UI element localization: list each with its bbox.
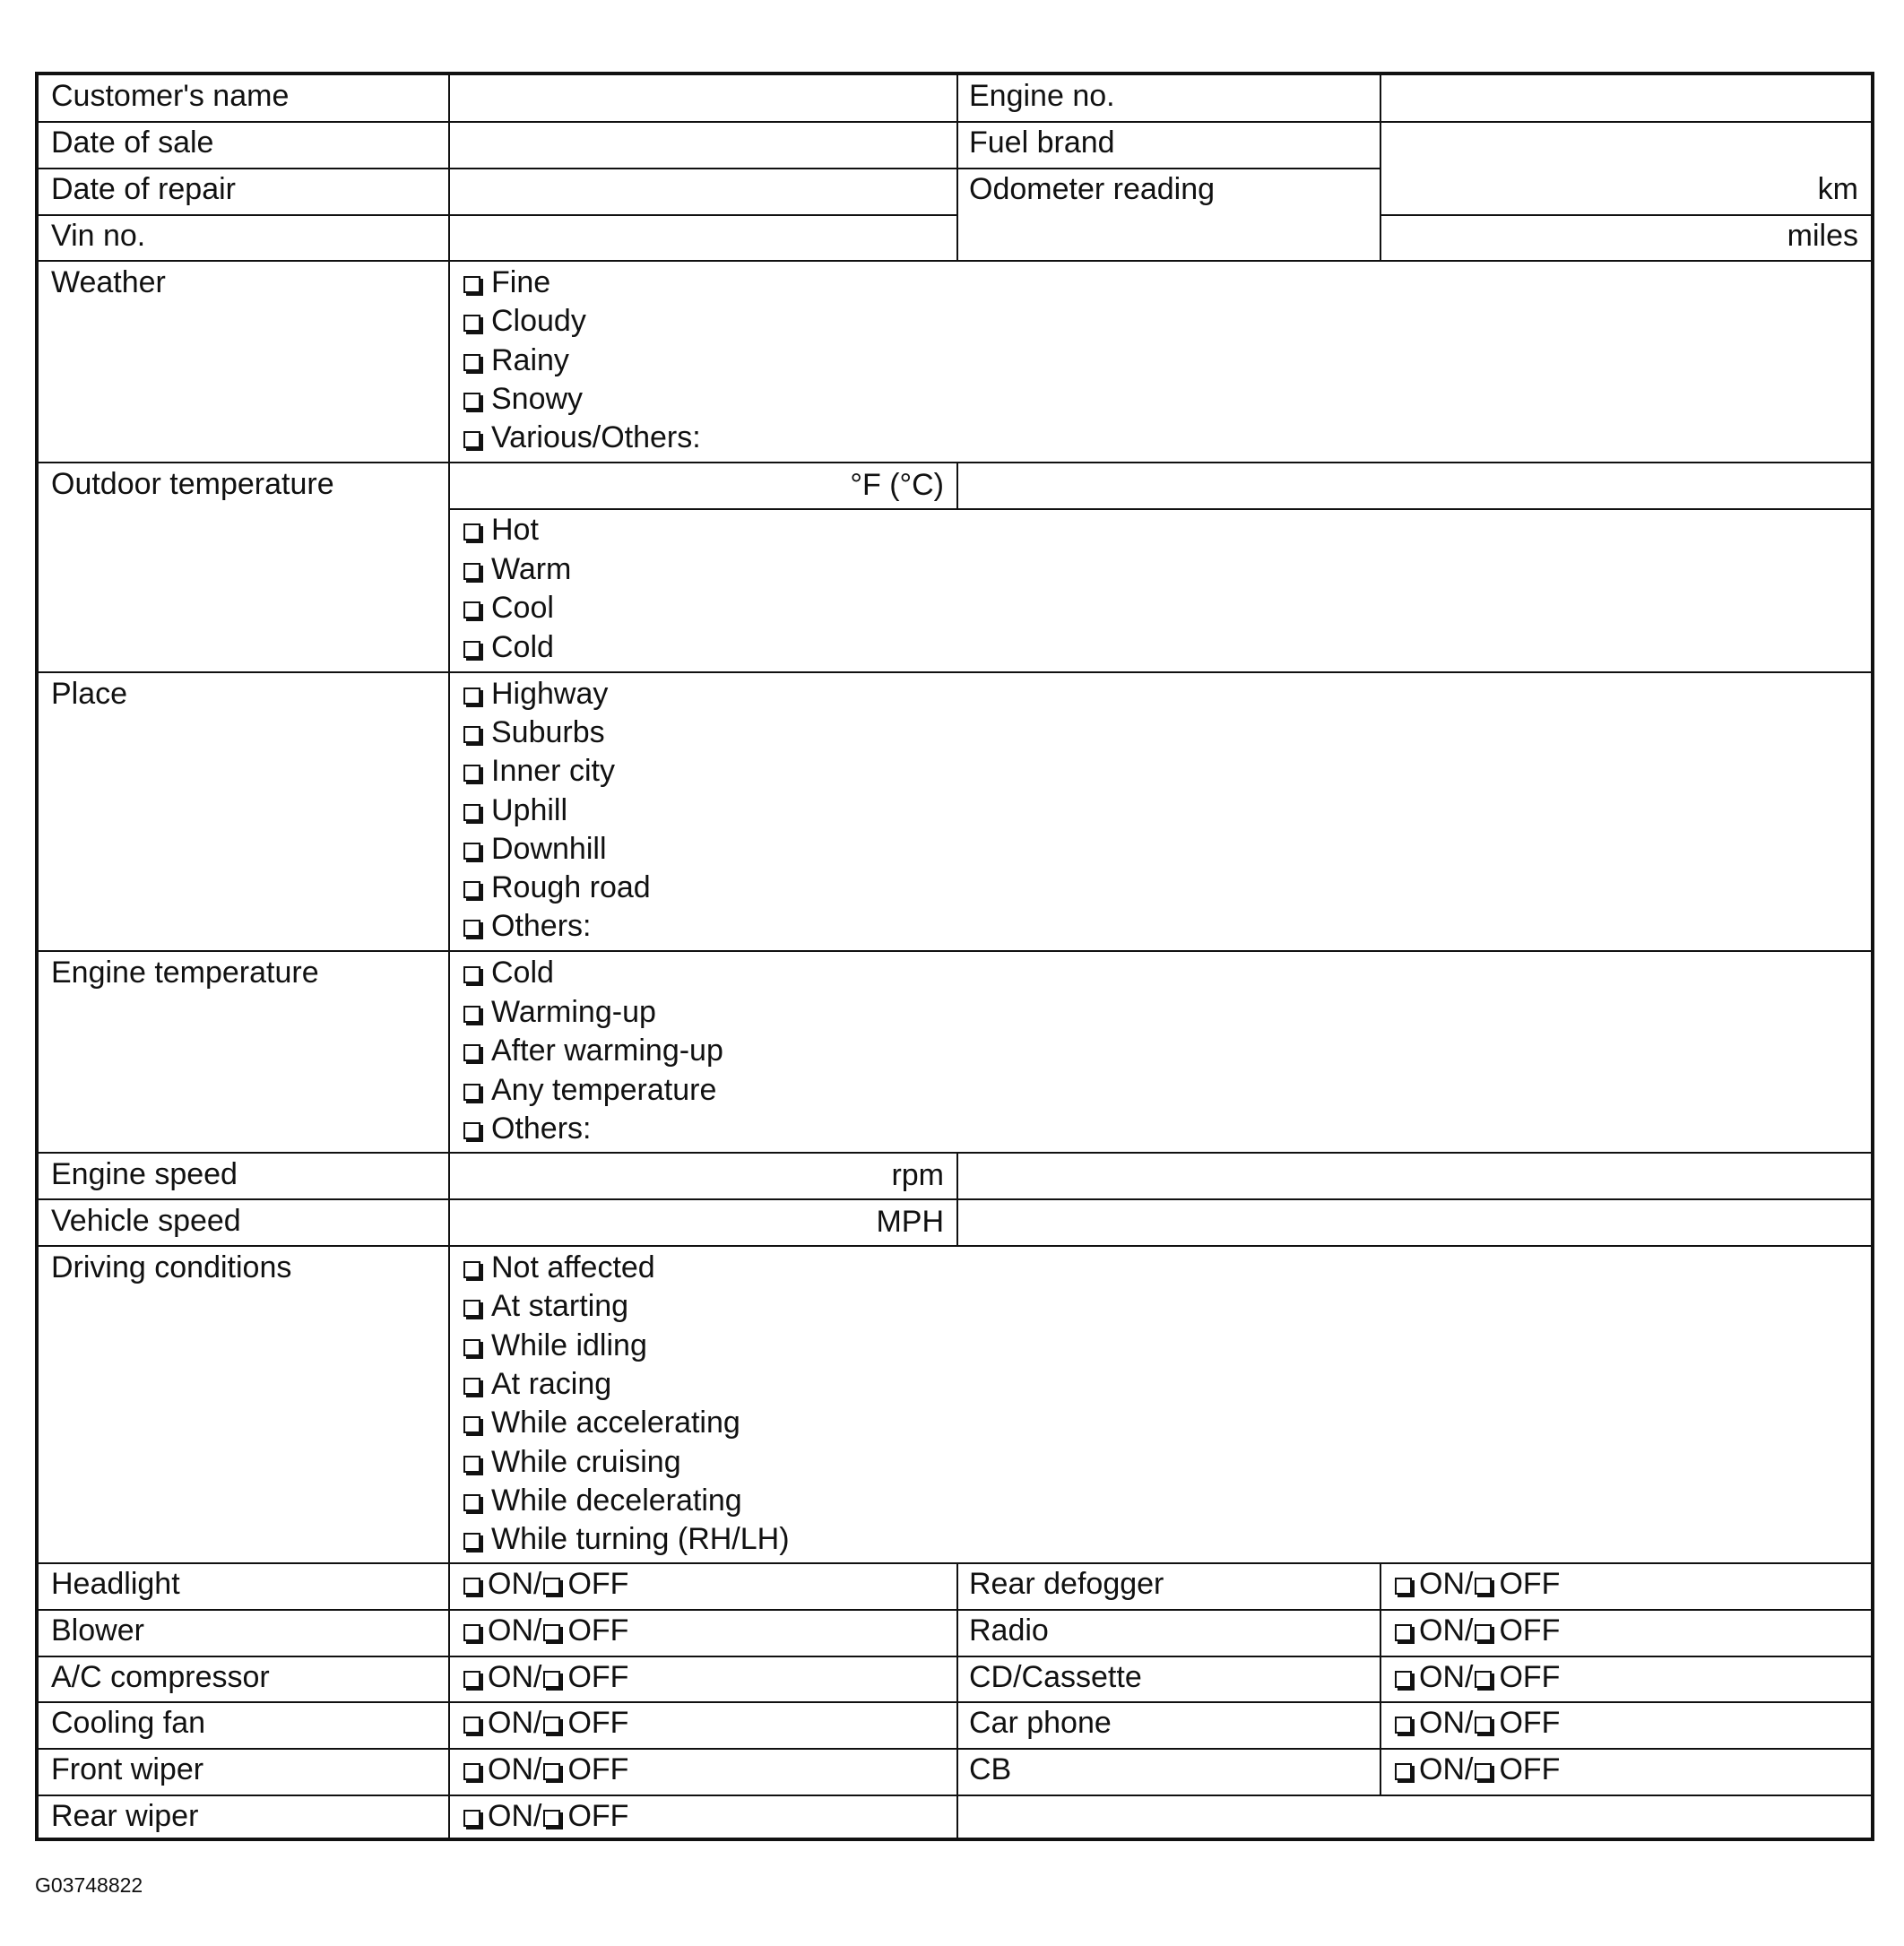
option-label: Rough road <box>491 870 651 904</box>
on-label: ON/ <box>488 1799 542 1833</box>
option-label: At starting <box>491 1289 629 1324</box>
checkbox-icon[interactable] <box>463 688 480 705</box>
option-label: While decelerating <box>491 1483 742 1518</box>
place-option-rough-road[interactable] <box>463 872 651 903</box>
checkbox-icon[interactable] <box>463 804 480 821</box>
date-of-repair-label: Date of repair <box>51 172 236 206</box>
cooling-fan-on-off <box>463 1708 628 1738</box>
option-label: Hot <box>491 513 539 547</box>
engine-no-label: Engine no. <box>969 79 1115 113</box>
off-checkbox-icon[interactable] <box>1475 1578 1492 1595</box>
odometer-unit-km: km <box>1817 172 1858 206</box>
rule <box>39 671 1871 673</box>
place-option-uphill[interactable] <box>463 792 568 827</box>
off-checkbox-icon[interactable] <box>1475 1763 1492 1780</box>
checkbox-icon[interactable] <box>463 843 480 860</box>
on-checkbox-icon[interactable] <box>463 1624 480 1641</box>
rule <box>956 1562 958 1841</box>
option-label: Cloudy <box>491 304 586 339</box>
outdoor-temperature-option-cold[interactable] <box>463 630 554 665</box>
engine-temperature-option-cold[interactable] <box>463 957 554 988</box>
engine-no-field[interactable] <box>1382 75 1871 121</box>
switch-label-front-wiper: Front wiper <box>51 1752 204 1786</box>
rule <box>956 168 1380 169</box>
fuel-brand-label: Fuel brand <box>969 125 1115 160</box>
off-label: OFF <box>567 1752 629 1786</box>
checkbox-icon[interactable] <box>463 765 480 782</box>
option-label: Cold <box>491 956 554 990</box>
rule <box>956 75 958 260</box>
option-label: After warming-up <box>491 1034 723 1068</box>
checkbox-icon[interactable] <box>463 1084 480 1101</box>
rear-defogger-on-off <box>1395 1569 1560 1599</box>
off-label: OFF <box>567 1660 629 1694</box>
off-label: OFF <box>567 1799 629 1833</box>
option-label: Suburbs <box>491 715 605 750</box>
switch-label-rear-defogger: Rear defogger <box>969 1567 1164 1601</box>
vehicle-condition-form <box>35 72 1874 1841</box>
checkbox-icon[interactable] <box>463 601 480 618</box>
off-checkbox-icon[interactable] <box>543 1578 560 1595</box>
off-label: OFF <box>567 1613 629 1648</box>
on-label: ON/ <box>488 1752 542 1786</box>
checkbox-icon[interactable] <box>463 1006 480 1023</box>
weather-option-snowy[interactable] <box>463 381 584 416</box>
option-label: While cruising <box>491 1444 681 1479</box>
rule <box>39 1701 1871 1703</box>
rule <box>1380 75 1381 260</box>
checkbox-icon[interactable] <box>463 641 480 658</box>
off-checkbox-icon[interactable] <box>543 1763 560 1780</box>
outdoor-temperature-label: Outdoor temperature <box>51 467 334 501</box>
on-checkbox-icon[interactable] <box>1395 1763 1412 1780</box>
switch-label-headlight: Headlight <box>51 1567 180 1601</box>
place-option-suburbs[interactable] <box>463 717 605 748</box>
option-label: Various/Others: <box>491 420 701 455</box>
on-label: ON/ <box>488 1706 542 1740</box>
place-option-highway[interactable] <box>463 679 608 709</box>
checkbox-icon[interactable] <box>463 276 480 293</box>
on-label: ON/ <box>1419 1567 1474 1601</box>
checkbox-icon[interactable] <box>463 523 480 541</box>
option-label: Downhill <box>491 831 607 866</box>
option-label: While accelerating <box>491 1405 740 1440</box>
checkbox-icon[interactable] <box>463 393 480 410</box>
option-label: Fine <box>491 265 551 299</box>
odometer-unit-miles: miles <box>1787 219 1858 253</box>
switch-label-cd-cassette: CD/Cassette <box>969 1660 1142 1694</box>
checkbox-icon[interactable] <box>463 1456 480 1473</box>
vin-no-field[interactable] <box>451 216 956 260</box>
on-checkbox-icon[interactable] <box>463 1810 480 1827</box>
place-option-others[interactable] <box>463 909 592 944</box>
option-label: Cool <box>491 591 554 626</box>
on-checkbox-icon[interactable] <box>1395 1624 1412 1641</box>
on-checkbox-icon[interactable] <box>1395 1671 1412 1688</box>
checkbox-icon[interactable] <box>463 1378 480 1395</box>
off-label: OFF <box>1499 1613 1561 1648</box>
switch-label-radio: Radio <box>969 1613 1049 1648</box>
option-label: Others: <box>491 1111 592 1146</box>
checkbox-icon[interactable] <box>463 1339 480 1356</box>
blower-on-off <box>463 1615 628 1646</box>
rule <box>448 508 1871 510</box>
off-label: OFF <box>1499 1567 1561 1601</box>
weather-option-fine[interactable] <box>463 267 550 298</box>
option-label: Inner city <box>491 754 615 789</box>
rule <box>448 75 450 1841</box>
checkbox-icon[interactable] <box>463 1122 480 1139</box>
cb-on-off <box>1395 1754 1560 1785</box>
weather-option-rainy[interactable] <box>463 342 569 377</box>
rule <box>39 1748 1871 1750</box>
checkbox-icon[interactable] <box>463 1300 480 1317</box>
engine-speed-label: Engine speed <box>51 1157 238 1191</box>
fuel-brand-field[interactable] <box>1382 123 1871 168</box>
option-label: Others: <box>491 909 592 944</box>
off-label: OFF <box>567 1567 629 1601</box>
a-c-compressor-on-off <box>463 1662 628 1692</box>
engine-temperature-option-others[interactable] <box>463 1113 591 1144</box>
place-option-inner-city[interactable] <box>463 754 615 789</box>
odometer-reading-label: Odometer reading <box>969 172 1216 206</box>
checkbox-icon[interactable] <box>463 315 480 332</box>
engine-temperature-label: Engine temperature <box>51 956 319 990</box>
off-checkbox-icon[interactable] <box>543 1671 560 1688</box>
engine-temperature-option-warming-up[interactable] <box>463 994 656 1029</box>
rule <box>1380 1562 1381 1795</box>
switch-label-blower: Blower <box>51 1613 144 1648</box>
checkbox-icon[interactable] <box>463 1044 480 1061</box>
option-label: At racing <box>491 1366 612 1401</box>
option-label: Rainy <box>491 342 569 377</box>
on-checkbox-icon[interactable] <box>463 1671 480 1688</box>
on-label: ON/ <box>488 1613 542 1648</box>
checkbox-icon[interactable] <box>463 726 480 743</box>
option-label: Warming-up <box>491 994 656 1029</box>
outdoor-temperature-option-hot[interactable] <box>463 515 539 545</box>
customer-name-label: Customer's name <box>51 79 290 113</box>
on-label: ON/ <box>1419 1613 1474 1648</box>
rule <box>39 1656 1871 1657</box>
on-checkbox-icon[interactable] <box>1395 1578 1412 1595</box>
weather-label: Weather <box>51 265 166 299</box>
driving-conditions-label: Driving conditions <box>51 1250 292 1284</box>
rule <box>39 260 1871 262</box>
rule <box>956 1152 958 1245</box>
off-checkbox-icon[interactable] <box>1475 1717 1492 1734</box>
driving-conditions-option-at-racing[interactable] <box>463 1366 612 1401</box>
driving-conditions-option-not-affected[interactable] <box>463 1252 655 1283</box>
cd-cassette-on-off <box>1395 1662 1560 1692</box>
date-of-sale-label: Date of sale <box>51 125 214 160</box>
option-label: While idling <box>491 1328 647 1362</box>
vehicle-speed-label: Vehicle speed <box>51 1204 241 1238</box>
checkbox-icon[interactable] <box>463 1533 480 1550</box>
vin-no-label: Vin no. <box>51 219 146 253</box>
outdoor-temperature-option-warm[interactable] <box>463 551 572 586</box>
off-label: OFF <box>567 1706 629 1740</box>
option-label: Any temperature <box>491 1072 717 1107</box>
driving-conditions-option-while-cruising[interactable] <box>463 1444 681 1479</box>
date-of-sale-field[interactable] <box>451 123 956 168</box>
driving-conditions-option-while-decelerating[interactable] <box>463 1485 742 1516</box>
engine-speed-unit: rpm <box>891 1158 944 1192</box>
checkbox-icon[interactable] <box>463 966 480 983</box>
switch-label-cooling-fan: Cooling fan <box>51 1706 206 1740</box>
rule <box>39 950 1871 952</box>
radio-on-off <box>1395 1615 1560 1646</box>
rule <box>39 1562 1871 1564</box>
figure-id: G03748822 <box>35 1873 143 1897</box>
checkbox-icon[interactable] <box>463 1261 480 1278</box>
driving-conditions-option-while-accelerating[interactable] <box>463 1407 740 1438</box>
vehicle-speed-unit: MPH <box>876 1205 944 1239</box>
checkbox-icon[interactable] <box>463 1494 480 1511</box>
on-label: ON/ <box>1419 1660 1474 1694</box>
off-label: OFF <box>1499 1660 1561 1694</box>
on-checkbox-icon[interactable] <box>463 1763 480 1780</box>
rule <box>39 1795 1871 1796</box>
place-label: Place <box>51 677 128 711</box>
on-label: ON/ <box>488 1660 542 1694</box>
rear-wiper-on-off <box>463 1801 628 1831</box>
engine-temperature-option-any-temperature[interactable] <box>463 1072 717 1107</box>
driving-conditions-option-at-starting[interactable] <box>463 1289 629 1324</box>
on-checkbox-icon[interactable] <box>1395 1717 1412 1734</box>
driving-conditions-option-while-turning-rh-lh[interactable] <box>463 1522 790 1557</box>
car-phone-on-off <box>1395 1708 1560 1738</box>
headlight-on-off <box>463 1569 628 1599</box>
rule <box>39 1609 1871 1611</box>
off-label: OFF <box>1499 1752 1561 1786</box>
on-checkbox-icon[interactable] <box>463 1578 480 1595</box>
weather-option-various-others[interactable] <box>463 422 701 453</box>
option-label: Uphill <box>491 792 568 827</box>
rule <box>39 1245 1871 1247</box>
driving-conditions-option-while-idling[interactable] <box>463 1330 647 1361</box>
checkbox-icon[interactable] <box>463 881 480 898</box>
option-label: Cold <box>491 630 554 665</box>
outdoor-temperature-unit: °F (°C) <box>850 468 944 502</box>
checkbox-icon[interactable] <box>463 1416 480 1433</box>
option-label: Not affected <box>491 1250 655 1284</box>
option-label: Snowy <box>491 381 584 416</box>
checkbox-icon[interactable] <box>463 431 480 448</box>
checkbox-icon[interactable] <box>463 354 480 371</box>
option-label: While turning (RH/LH) <box>491 1522 790 1557</box>
off-checkbox-icon[interactable] <box>1475 1671 1492 1688</box>
off-checkbox-icon[interactable] <box>543 1717 560 1734</box>
odometer-km-field[interactable] <box>1382 169 1871 214</box>
place-option-downhill[interactable] <box>463 831 607 866</box>
outdoor-temperature-option-cool[interactable] <box>463 591 554 626</box>
option-label: Warm <box>491 551 572 586</box>
switch-label-rear-wiper: Rear wiper <box>51 1799 199 1833</box>
off-checkbox-icon[interactable] <box>1475 1624 1492 1641</box>
on-checkbox-icon[interactable] <box>463 1717 480 1734</box>
switch-label-car-phone: Car phone <box>969 1706 1112 1740</box>
checkbox-icon[interactable] <box>463 920 480 937</box>
on-label: ON/ <box>1419 1706 1474 1740</box>
checkbox-icon[interactable] <box>463 563 480 580</box>
rule <box>956 462 958 508</box>
on-label: ON/ <box>488 1567 542 1601</box>
switch-label-cb: CB <box>969 1752 1012 1786</box>
option-label: Highway <box>491 677 609 711</box>
front-wiper-on-off <box>463 1754 628 1785</box>
switch-label-a-c-compressor: A/C compressor <box>51 1660 270 1694</box>
customer-name-field[interactable] <box>451 75 956 121</box>
date-of-repair-field[interactable] <box>451 169 956 214</box>
off-label: OFF <box>1499 1706 1561 1740</box>
weather-option-cloudy[interactable] <box>463 304 586 339</box>
off-checkbox-icon[interactable] <box>543 1624 560 1641</box>
on-label: ON/ <box>1419 1752 1474 1786</box>
off-checkbox-icon[interactable] <box>543 1810 560 1827</box>
engine-temperature-option-after-warming-up[interactable] <box>463 1035 723 1066</box>
